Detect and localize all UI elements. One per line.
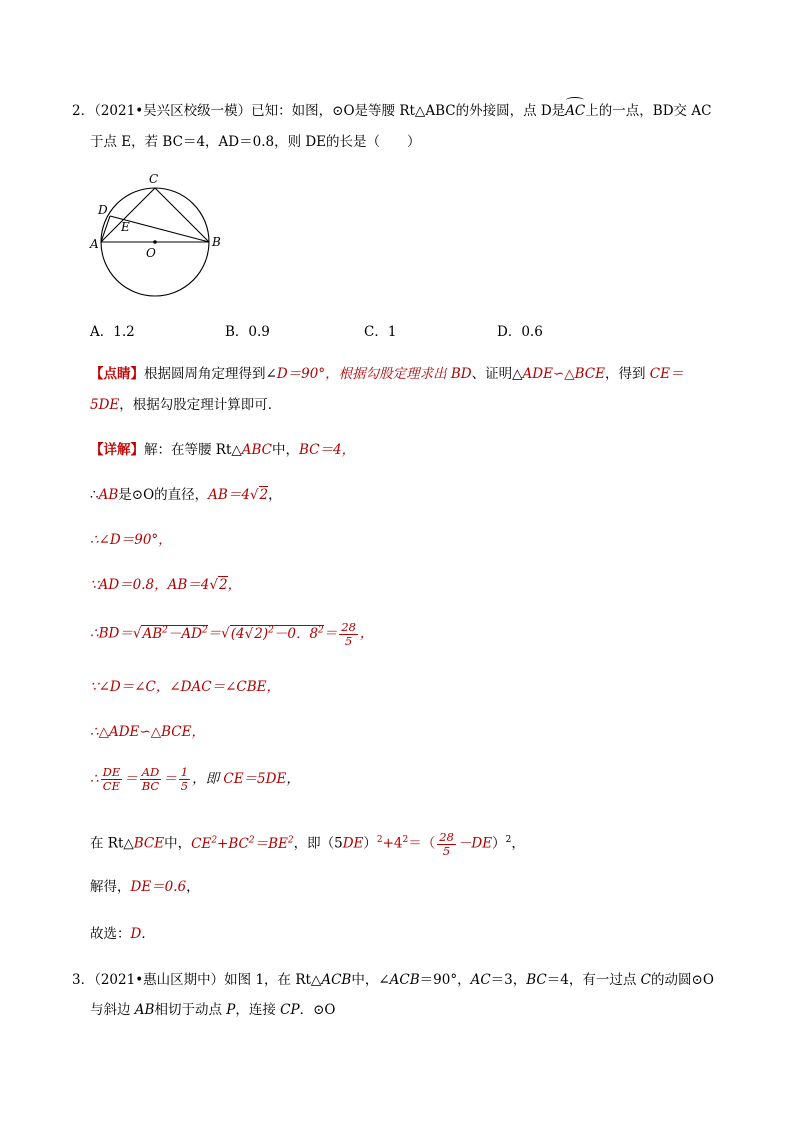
q2-figure (85, 172, 225, 302)
step-3: ∵AD＝0.8，AB＝4√2， (90, 577, 242, 593)
label-d: D (98, 203, 108, 217)
sqrt-symbol: √ (249, 487, 259, 503)
q3-number: 3． (72, 972, 95, 988)
option-c[interactable]: C．1 (364, 324, 397, 340)
detail-bc: BC＝4， (299, 442, 356, 458)
hint-line1 (90, 364, 683, 384)
hint-math: D＝90°，根据勾股定理求出 (276, 366, 451, 382)
q2-stem-line1 (72, 101, 711, 121)
hint-tag: 【点睛】 (90, 366, 144, 382)
hint-similar: ADE∽△BCE (522, 366, 605, 382)
fraction-28-5: $\frac{28}{5}$ (439, 829, 454, 858)
option-a[interactable]: A．1.2 (90, 324, 135, 340)
arc-ac: AC (565, 101, 585, 121)
detail-text: 中， (272, 442, 300, 458)
hint-ce: CE＝ (649, 366, 684, 382)
step-text: 是⊙O的直径， (118, 487, 209, 503)
step-9: 解得，DE＝0.6， (90, 879, 200, 895)
point-o (153, 240, 157, 244)
label-o: O (146, 246, 156, 260)
sqrt-symbol: √ (132, 625, 142, 642)
q2-stem-b: 上的一点，BD交 AC (585, 103, 712, 119)
step-10: 故选：D． (90, 926, 155, 942)
sqrt-symbol: √ (244, 625, 254, 642)
label-c: C (149, 172, 159, 186)
fraction-1-5: $\frac{1}{5}$ (180, 765, 189, 793)
hint-line2 (90, 395, 281, 415)
fraction-ad-bc: $\frac{AD}{BC}$ (141, 765, 160, 793)
hint-text: 、证明△ (471, 366, 523, 382)
q3-stem-line2: 与斜边 AB相切于动点 P，连接 CP．⊙O (90, 1002, 336, 1018)
q2-stem-a: 已知：如图，⊙O是等腰 Rt△ABC的外接圆，点 D是 (251, 103, 566, 119)
hint-bd: BD (450, 366, 472, 382)
q3-stem-line1: 3．（2021•惠山区期中）如图 1，在 Rt△ACB中，∠ACB＝90°，AC＝3，BC＝4，有一过点 C的动圆⊙O (72, 972, 714, 988)
step-2: ∴∠D＝90°， (90, 532, 172, 548)
math-ab-value: AB＝4√2 (208, 487, 269, 503)
hint-text: ，根据勾股定理计算即可． (119, 397, 282, 413)
therefore-symbol: ∴ (90, 487, 99, 503)
label-a: A (90, 237, 99, 251)
fraction-28-5: $\frac{28}{5}$ (341, 619, 356, 648)
hint-text: ，得到 (604, 366, 650, 382)
hint-5de: 5DE (90, 397, 120, 413)
q3-source: （2021•惠山区期中） (94, 972, 225, 988)
label-e: E (121, 220, 130, 234)
detail-text: 解：在等腰 Rt△ (144, 442, 242, 458)
detail-line1 (90, 440, 355, 460)
step-6: ∴△ADE∽△BCE， (90, 724, 205, 740)
q2-number: 2． (72, 103, 95, 119)
segment-bc (155, 188, 209, 242)
sqrt-symbol: √ (221, 625, 230, 642)
q2-stem-line2: 于点 E，若 BC＝4，AD＝0.8，则 DE的长是（ ） (90, 134, 421, 150)
detail-tag: 【详解】 (90, 442, 144, 458)
hint-text: 根据圆周角定理得到∠ (144, 366, 277, 382)
fraction-de-ce: $\frac{DE}{CE}$ (102, 765, 121, 793)
step-1: ∴AB是⊙O的直径，AB＝4√2， (90, 487, 282, 503)
label-b: B (212, 235, 221, 249)
step-7: ∴ $\frac{DE}{CE}$ ＝ $\frac{AD}{BC}$ ＝ $\frac{1}{5}$ ，即 CE＝5DE， (90, 765, 300, 793)
option-d[interactable]: D．0.6 (497, 324, 543, 340)
step-4: $\therefore BD=√AB^2-AD^2=√(4√2)^2-0$．$8^2=$ $\frac{28}{5}$ ， (90, 619, 374, 648)
q2-source: （2021•吴兴区校级一模） (94, 103, 252, 119)
sqrt-symbol: √ (209, 577, 218, 593)
step-8: 在 Rt△BCE中，$CE^2+BC^2=BE^2$，即$(5DE)^2+4^2=$（ $\frac{28}{5}$ －DE）$^2$， (90, 829, 525, 858)
math-ab: AB (98, 487, 119, 503)
step-5: ∵∠D＝∠C，∠DAC＝∠CBE， (90, 679, 280, 695)
detail-abc: ABC (241, 442, 273, 458)
option-b[interactable]: B．0.9 (225, 324, 270, 340)
